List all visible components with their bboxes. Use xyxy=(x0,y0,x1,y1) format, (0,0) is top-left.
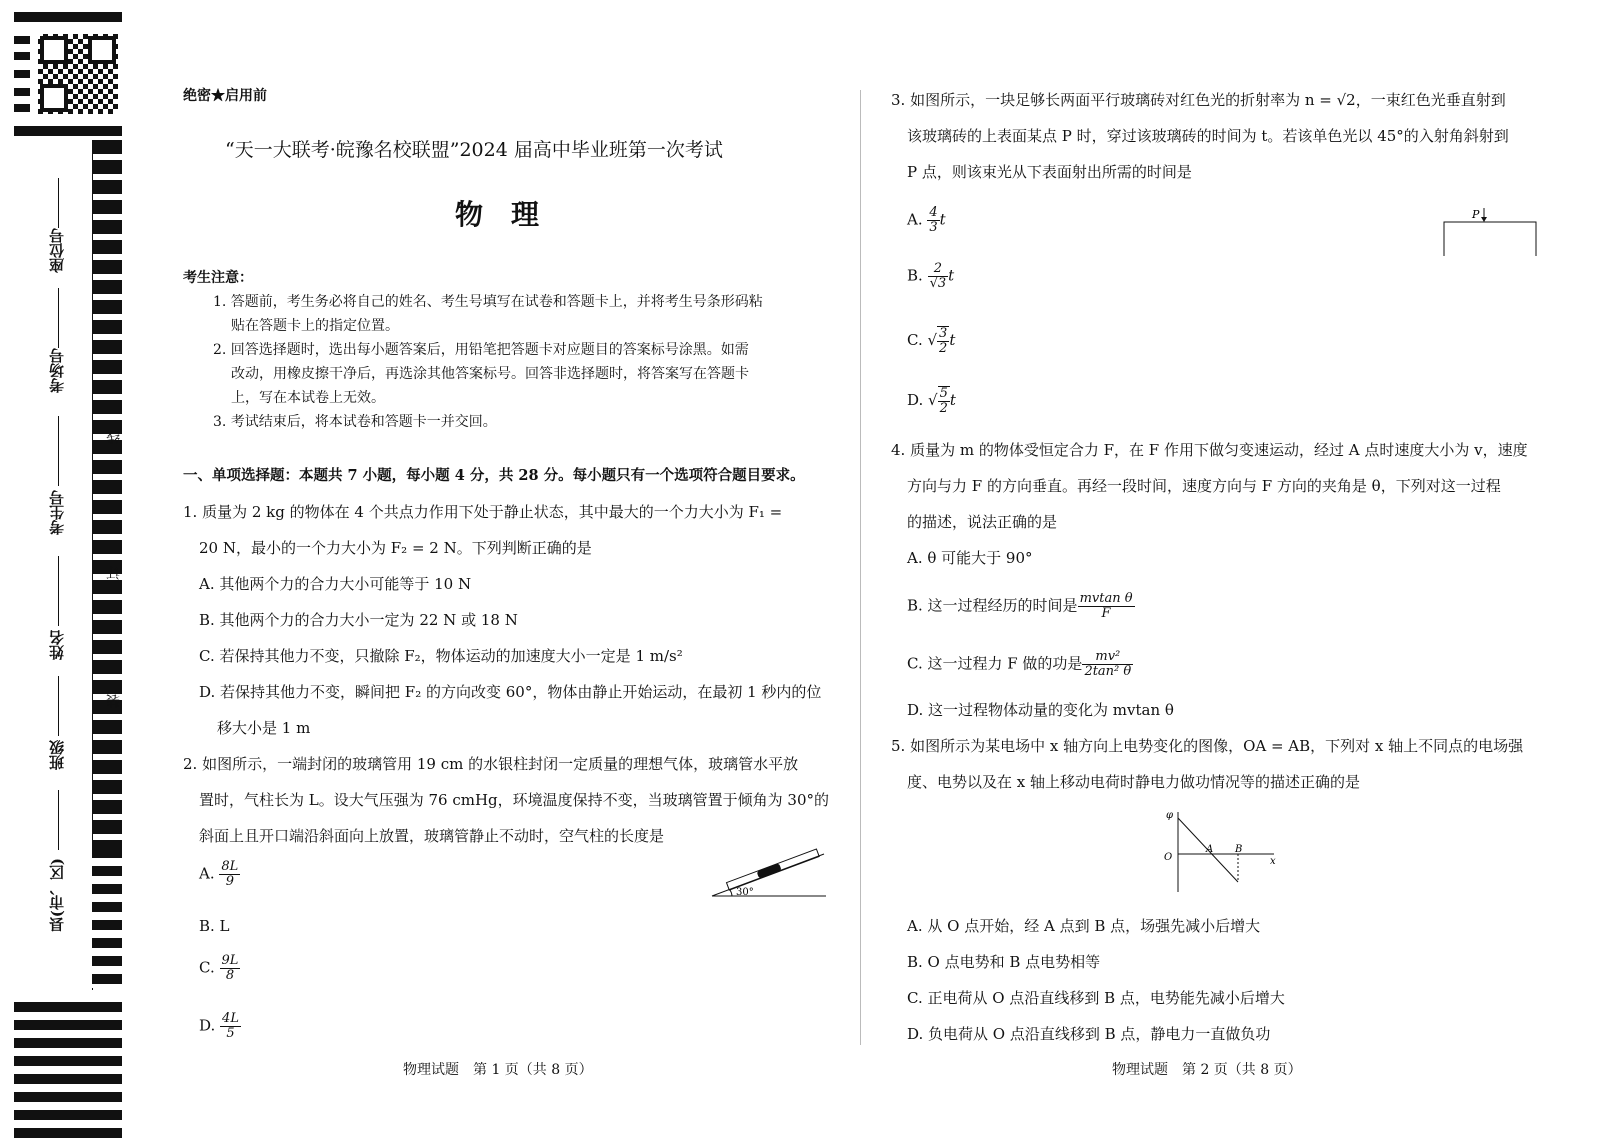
q2-option-a xyxy=(199,860,240,889)
page-divider xyxy=(860,90,861,1045)
barcode-bar xyxy=(14,104,30,112)
q3-option-c xyxy=(907,326,955,356)
field-line xyxy=(58,288,59,348)
fraction xyxy=(928,262,949,291)
field-line xyxy=(58,556,59,626)
section-heading: 一、单项选择题：本题共 7 小题，每小题 4 分，共 28 分。每小题只有一个选项符合题目要求。 xyxy=(183,467,805,484)
q5-stem: 5. 如图所示为某电场中 x 轴方向上电势变化的图像，OA = AB，下列对 x 轴上不同点的电场强 xyxy=(891,737,1524,755)
q3-option-a xyxy=(907,206,946,235)
barcode-bar xyxy=(14,36,30,44)
field-county: 县(市、区) xyxy=(48,858,66,933)
q3-stem: 该玻璃砖的上表面某点 P 时，穿过该玻璃砖的时间为 t。若该单色光以 45°的入射角斜射到 xyxy=(907,127,1509,145)
denominator: 8 xyxy=(225,968,235,983)
q2-option-b: B. L xyxy=(199,917,230,935)
q3-option-d xyxy=(907,386,956,416)
q1-stem: 1. 质量为 2 kg 的物体在 4 个共点力作用下处于静止状态，其中最大的一个力大小为 F₁ = xyxy=(183,503,783,521)
q1-option-c: C. 若保持其他力不变，只撤除 F₂，物体运动的加速度大小一定是 1 m/s² xyxy=(199,647,683,665)
barcode-bar xyxy=(14,126,122,136)
phi-label: φ xyxy=(1166,810,1174,821)
barcode-bar xyxy=(14,70,30,78)
q3-stem: P 点，则该束光从下表面射出所需的时间是 xyxy=(907,163,1192,181)
field-room: 考场号 xyxy=(48,348,66,393)
point-b-label: B xyxy=(1235,844,1243,855)
option-label: A. xyxy=(907,210,923,229)
q5-option-b: B. O 点电势和 B 点电势相等 xyxy=(907,953,1101,971)
q5-option-a: A. 从 O 点开始，经 A 点到 B 点，场强先减小后增大 xyxy=(907,917,1261,935)
fraction xyxy=(220,1012,241,1041)
option-label: D. xyxy=(199,1016,216,1035)
q2-stem: 2. 如图所示，一端封闭的玻璃管用 19 cm 的水银柱封闭一定质量的理想气体，玻璃管水平放 xyxy=(183,755,799,773)
option-label: B. xyxy=(907,266,923,285)
q1-option-a: A. 其他两个力的合力大小可能等于 10 N xyxy=(199,575,472,593)
angle-arc xyxy=(730,890,732,896)
fraction xyxy=(220,954,241,983)
barcode-bar xyxy=(14,88,30,96)
q3-stem: 3. 如图所示，一块足够长两面平行玻璃砖对红色光的折射率为 n = √2，一束红色光垂直射到 xyxy=(891,91,1506,109)
numerator: mvtan θ xyxy=(1079,591,1133,606)
q4-option-d: D. 这一过程物体动量的变化为 mvtan θ xyxy=(907,701,1174,719)
arrow-head xyxy=(1481,217,1487,222)
field-line xyxy=(58,178,59,228)
field-line xyxy=(58,676,59,736)
barcode-bar xyxy=(14,12,122,22)
exam-title: “天一大联考·皖豫名校联盟”2024 届高中毕业班第一次考试 xyxy=(225,139,723,161)
variable-t: t xyxy=(939,210,946,229)
glass-brick xyxy=(1444,222,1536,256)
q5-option-c: C. 正电荷从 O 点沿直线移到 B 点，电势能先减小后增大 xyxy=(907,989,1285,1007)
qr-code xyxy=(38,34,118,114)
q4-stem: 方向与力 F 的方向垂直。再经一段时间，速度方向与 F 方向的夹角是 θ，下列对这一过程 xyxy=(907,477,1501,495)
tear-bar xyxy=(92,848,122,988)
fraction xyxy=(937,326,949,356)
notice-item: 3. 考试结束后，将本试卷和答题卡一并交回。 xyxy=(213,414,497,430)
notice-item: 贴在答题卡上的指定位置。 xyxy=(231,318,399,334)
q2-option-c xyxy=(199,954,240,983)
point-a-label: A xyxy=(1206,844,1214,855)
numerator: 3 xyxy=(939,326,948,341)
variable-t: t xyxy=(949,391,956,409)
origin-label: O xyxy=(1164,852,1173,863)
denominator: √3 xyxy=(929,276,947,291)
angle-label: 30° xyxy=(736,887,754,898)
q4-option-c xyxy=(907,650,1133,679)
option-label: C. 这一过程力 F 做的功是 xyxy=(907,654,1083,673)
option-label: C. xyxy=(199,958,215,977)
numerator: 5 xyxy=(939,386,948,401)
seal-mark-line: 线 xyxy=(106,430,122,444)
denominator: 5 xyxy=(226,1026,235,1041)
option-label: B. 这一过程经历的时间是 xyxy=(907,596,1078,615)
denominator: 2tan² θ xyxy=(1084,664,1132,679)
page-footer-2: 物理试题 第 2 页（共 8 页） xyxy=(1112,1062,1302,1078)
variable-t: t xyxy=(949,331,956,349)
tear-bar xyxy=(92,140,122,880)
q4-stem: 4. 质量为 m 的物体受恒定合力 F，在 F 作用下做匀变速运动，经过 A 点时速度大小为 v，速度 xyxy=(891,441,1528,459)
q3-option-b xyxy=(907,262,954,291)
fraction xyxy=(927,206,939,235)
q1-option-d-cont: 移大小是 1 m xyxy=(217,719,311,737)
q2-figure xyxy=(710,848,830,904)
q1-stem: 20 N，最小的一个力大小为 F₂ = 2 N。下列判断正确的是 xyxy=(199,539,592,557)
notice-item: 1. 答题前，考生务必将自己的姓名、考生号填写在试卷和答题卡上，并将考生号条形码粘 xyxy=(213,294,763,310)
field-seat: 座位号 xyxy=(48,228,66,273)
secret-mark: 绝密★启用前 xyxy=(183,88,267,104)
field-candidate-no: 考生号 xyxy=(48,490,66,535)
subject-title: 物 理 xyxy=(455,198,540,231)
denominator: 9 xyxy=(225,874,234,889)
q1-option-b: B. 其他两个力的合力大小一定为 22 N 或 18 N xyxy=(199,611,518,629)
q2-stem: 置时，气柱长为 L。设大气压强为 76 cmHg，环境温度保持不变，当玻璃管置于倾角为 30°的 xyxy=(199,791,830,809)
barcode-bars-bottom xyxy=(14,1002,122,1138)
seal-mark-bind: 订 xyxy=(106,566,122,580)
q1-option-d: D. 若保持其他力不变，瞬间把 F₂ 的方向改变 60°，物体由静止开始运动，在最初 1 秒内的位 xyxy=(199,683,822,701)
numerator: mv² xyxy=(1082,650,1133,665)
fraction xyxy=(938,386,950,416)
field-line xyxy=(58,416,59,486)
option-label: A. xyxy=(199,864,215,883)
numerator: 4L xyxy=(222,1011,239,1026)
mercury-column xyxy=(756,863,781,879)
q2-stem: 斜面上且开口端沿斜面向上放置，玻璃管静止不动时，空气柱的长度是 xyxy=(199,827,665,845)
option-label: D. √ xyxy=(907,391,938,409)
option-label: C. √ xyxy=(907,331,938,349)
denominator: 2 xyxy=(939,401,948,416)
q4-option-b xyxy=(907,592,1135,621)
notice-item: 改动，用橡皮擦干净后，再选涂其他答案标号。回答非选择题时，将答案写在答题卡 xyxy=(231,366,749,382)
numerator: 4 xyxy=(929,205,938,220)
notice-heading: 考生注意： xyxy=(183,270,253,286)
denominator: 2 xyxy=(939,341,948,356)
q5-figure xyxy=(1160,808,1280,894)
q2-option-d xyxy=(199,1012,241,1041)
barcode-bar xyxy=(14,52,30,60)
field-line xyxy=(58,790,59,850)
x-label: x xyxy=(1270,856,1276,867)
fraction xyxy=(1078,592,1135,621)
field-name: 姓名 xyxy=(48,630,66,660)
seal-mark-pack: 装 xyxy=(106,694,122,708)
notice-item: 2. 回答选择题时，选出每小题答案后，用铅笔把答题卡对应题目的答案标号涂黑。如需 xyxy=(213,342,749,358)
q3-figure xyxy=(1440,204,1540,260)
variable-t: t xyxy=(948,266,955,285)
notice-item: 上，写在本试卷上无效。 xyxy=(231,390,385,406)
q5-option-d: D. 负电荷从 O 点沿直线移到 B 点，静电力一直做负功 xyxy=(907,1025,1271,1043)
glass-tube xyxy=(726,849,819,890)
numerator: 2 xyxy=(928,262,949,277)
point-p-label: P xyxy=(1472,208,1480,221)
numerator: 9L xyxy=(221,953,239,968)
fraction xyxy=(1082,650,1133,679)
binding-strip xyxy=(0,0,130,1138)
field-class: 班级 xyxy=(48,740,66,770)
q4-stem: 的描述，说法正确的是 xyxy=(907,513,1058,531)
q4-option-a: A. θ 可能大于 90° xyxy=(907,549,1033,567)
page-footer-1: 物理试题 第 1 页（共 8 页） xyxy=(403,1062,593,1078)
denominator: 3 xyxy=(929,220,938,235)
q5-stem: 度、电势以及在 x 轴上移动电荷时静电力做功情况等的描述正确的是 xyxy=(907,773,1360,791)
numerator: 8L xyxy=(221,859,239,874)
denominator: F xyxy=(1101,606,1111,621)
fraction xyxy=(219,860,240,889)
